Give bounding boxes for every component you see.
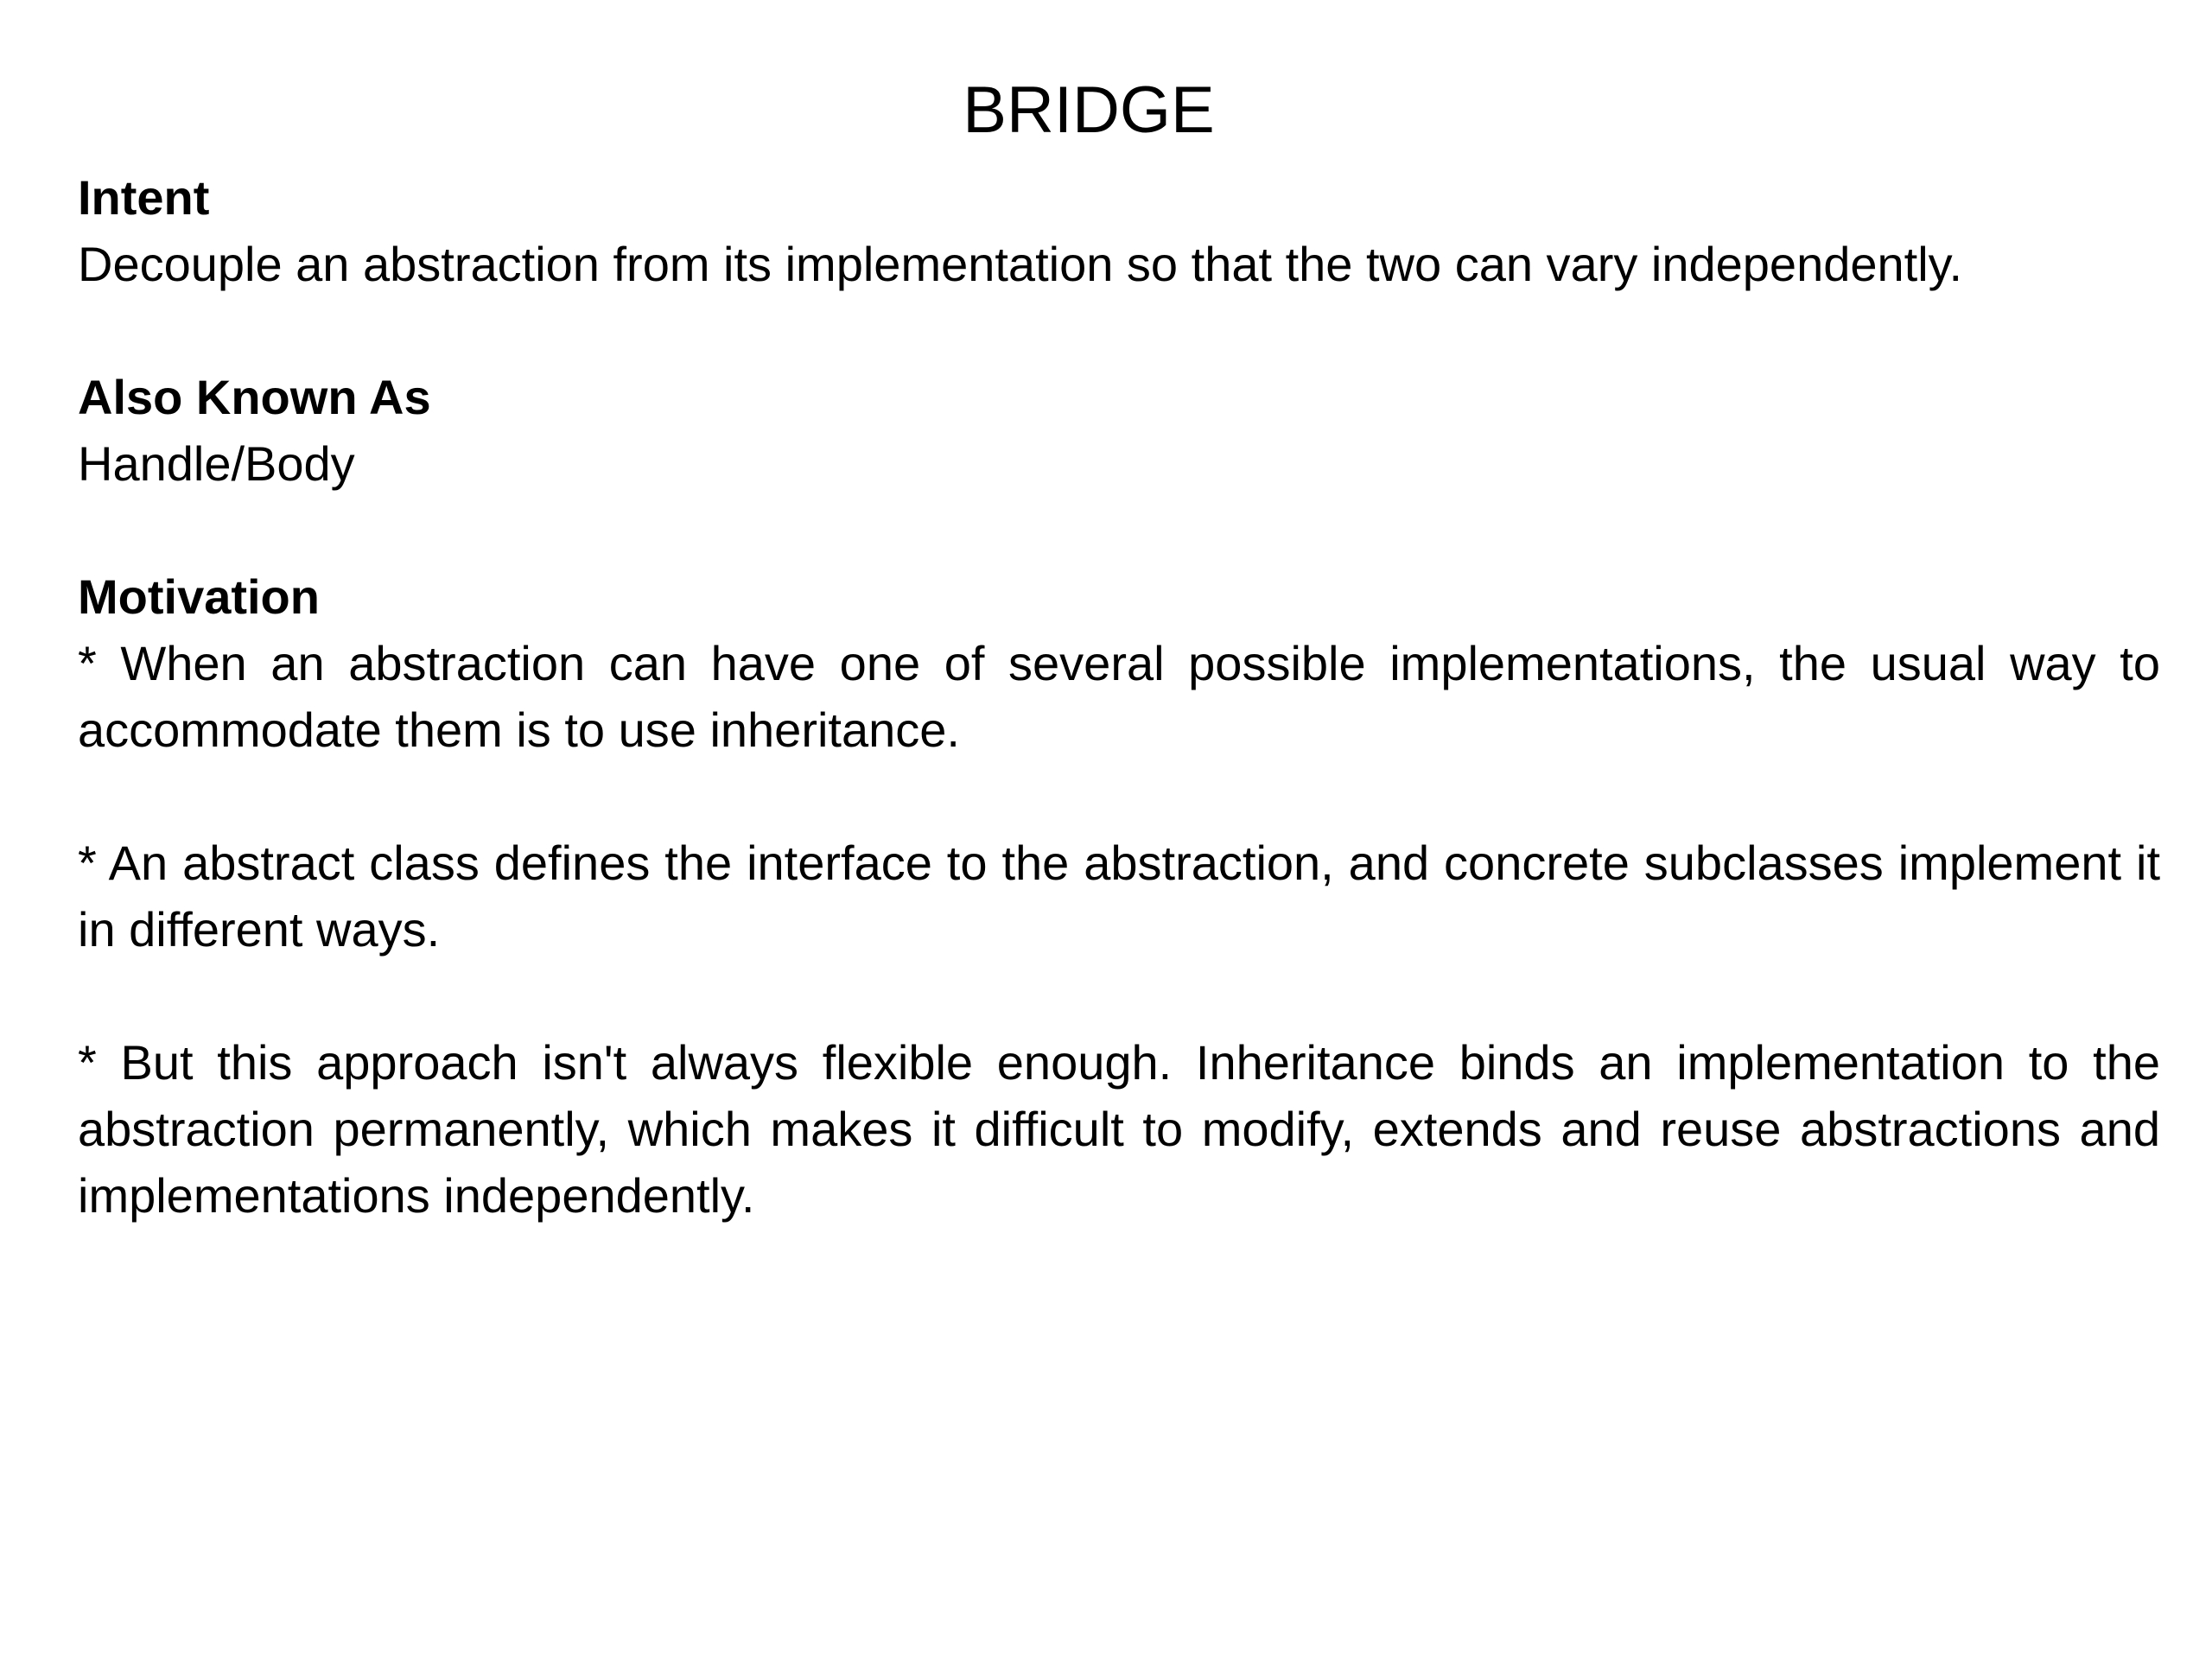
also-known-as-text: Handle/Body: [78, 436, 355, 491]
paragraph-spacer: [78, 763, 2160, 830]
paragraph-spacer: [78, 963, 2160, 1029]
slide-title: BRIDGE: [963, 73, 1215, 147]
slide-content: [78, 164, 2160, 1229]
motivation-point-1: * When an abstraction can have one of several possible implementations, the usual way to accommodate them is to use inheritance.: [78, 636, 2160, 757]
motivation-point-2: * An abstract class defines the interface to the abstraction, and concrete subclasses implement it in different ways.: [78, 836, 2160, 957]
intent-text: Decouple an abstraction from its implementation so that the two can vary independently.: [78, 237, 1963, 291]
section-spacer: [78, 497, 2160, 563]
motivation-heading: Motivation: [78, 569, 320, 624]
section-spacer: [78, 297, 2160, 364]
intent-heading: Intent: [78, 170, 210, 225]
also-known-as-heading: Also Known As: [78, 370, 431, 424]
motivation-point-3: * But this approach isn't always flexible enough. Inheritance binds an implementation to the abstraction permanently, which makes it difficult to modify, extends and reuse abstractions and implementations independently.: [78, 1035, 2160, 1223]
